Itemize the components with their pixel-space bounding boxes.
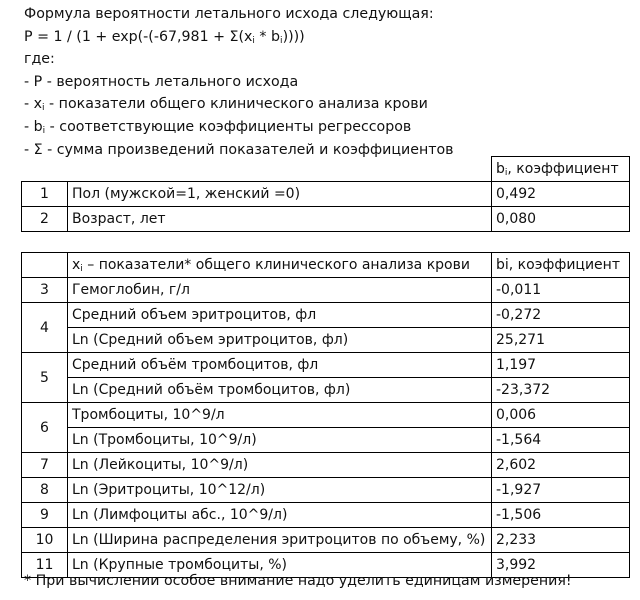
blood-analysis-coefficients-table	[21, 252, 630, 578]
table-row	[22, 428, 630, 453]
formula-title: Формула вероятности летального исхода следующая:	[24, 6, 434, 22]
indicator-name: Средний объём тромбоцитов, фл	[68, 353, 492, 378]
row-number: 8	[22, 478, 68, 503]
where-label: где:	[24, 51, 55, 68]
indicator-name: Возраст, лет	[68, 207, 492, 232]
coefficient-value: -1,927	[492, 478, 630, 503]
footnote: * При вычислении особое внимание надо уделить единицам измерения!	[24, 573, 572, 589]
table-row	[22, 353, 630, 378]
coefficient-value: 2,602	[492, 453, 630, 478]
coefficient-value: -0,272	[492, 303, 630, 328]
indicator-name: Ln (Средний объём тромбоцитов, фл)	[68, 378, 492, 403]
coefficient-value: 25,271	[492, 328, 630, 353]
coefficient-value: -1,506	[492, 503, 630, 528]
table-row	[22, 528, 630, 553]
row-number: 3	[22, 278, 68, 303]
indicator-name: Средний объем эритроцитов, фл	[68, 303, 492, 328]
table-row	[22, 182, 630, 207]
indicator-name: Ln (Тромбоциты, 10^9/л)	[68, 428, 492, 453]
definition-item: - $x_i$ - показатели общего клинического анализа крови	[24, 96, 428, 114]
coefficient-value: -1,564	[492, 428, 630, 453]
coefficient-value: -0,011	[492, 278, 630, 303]
indicator-name: Ln (Лимфоциты абс., 10^9/л)	[68, 503, 492, 528]
coefficient-value: 3,992	[492, 553, 630, 578]
row-number: 4	[22, 303, 68, 353]
row-number: 7	[22, 453, 68, 478]
table-row	[22, 303, 630, 328]
indicator-name: Ln (Крупные тромбоциты, %)	[68, 553, 492, 578]
row-number: 10	[22, 528, 68, 553]
definition-item: - Σ - сумма произведений показателей и коэффициентов	[24, 141, 454, 158]
coefficient-header: bi, коэффициент	[492, 253, 630, 278]
table-row	[22, 207, 630, 232]
indicator-name: Ln (Средний объем эритроцитов, фл)	[68, 328, 492, 353]
coefficient-value: 0,080	[492, 207, 630, 232]
definition-item: - $b_i$ - соответствующие коэффициенты регрессоров	[24, 118, 412, 136]
table-header-row	[22, 253, 630, 278]
row-number: 6	[22, 403, 68, 453]
coefficient-value: 0,006	[492, 403, 630, 428]
indicator-name: Гемоглобин, г/л	[68, 278, 492, 303]
table-row	[22, 378, 630, 403]
table-row	[22, 403, 630, 428]
row-number: 5	[22, 353, 68, 403]
indicator-name: Ln (Эритроциты, 10^12/л)	[68, 478, 492, 503]
demographic-coefficients-table	[21, 156, 630, 232]
coefficient-value: 0,492	[492, 182, 630, 207]
header-number-cell	[22, 253, 68, 278]
coefficient-value: -23,372	[492, 378, 630, 403]
indicator-header: $x_i$ – показатели* общего клинического анализа крови	[68, 253, 492, 278]
indicator-name: Пол (мужской=1, женский =0)	[68, 182, 492, 207]
indicator-name: Ln (Лейкоциты, 10^9/л)	[68, 453, 492, 478]
table-row	[22, 453, 630, 478]
row-number: 2	[22, 207, 68, 232]
header-blank-cell	[22, 157, 492, 182]
formula-description	[24, 3, 634, 161]
coefficient-value: 1,197	[492, 353, 630, 378]
table-row	[22, 328, 630, 353]
formula-expression: $P = 1 / (1 + \exp(-(-67,981 + \Sigma(x_i * b_i))))$	[24, 28, 305, 46]
table-row	[22, 478, 630, 503]
definition-item: - P - вероятность летального исхода	[24, 73, 299, 90]
indicator-name: Ln (Ширина распределения эритроцитов по объему, %)	[68, 528, 492, 553]
table-row	[22, 278, 630, 303]
row-number: 1	[22, 182, 68, 207]
row-number: 9	[22, 503, 68, 528]
row-number: 11	[22, 553, 68, 578]
coefficient-value: 2,233	[492, 528, 630, 553]
indicator-name: Тромбоциты, 10^9/л	[68, 403, 492, 428]
coefficient-header: $b_i$, коэффициент	[492, 157, 630, 182]
table-header-row	[22, 157, 630, 182]
table-row	[22, 503, 630, 528]
